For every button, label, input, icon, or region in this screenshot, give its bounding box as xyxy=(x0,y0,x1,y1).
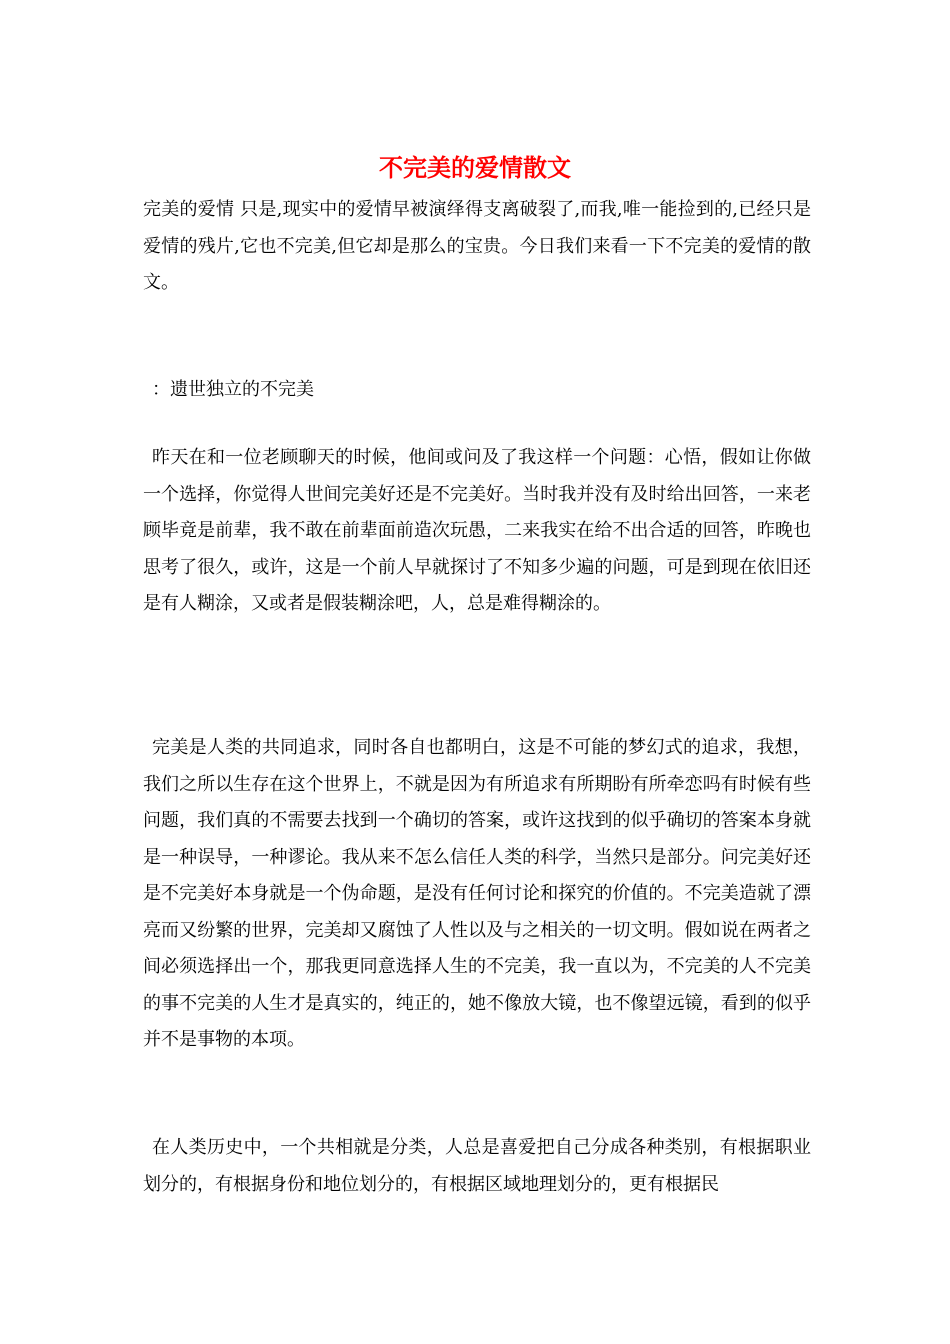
body-paragraph: 完美是人类的共同追求，同时各自也都明白，这是不可能的梦幻式的追求，我想，我们之所以生存在这个世界上，不就是因为有所追求有所期盼有所牵恋吗有时候有些问题，我们真的不需要去找到一个确切的答案，或许这找到的似乎确切的答案本身就是一种误导，一种谬论。我从来不怎么信任人类的科学，当然只是部分。问完美好还是不完美好本身就是一个伪命题，是没有任何讨论和探究的价值的。不完美造就了漂亮而又纷繁的世界，完美却又腐蚀了人性以及与之相关的一切文明。假如说在两者之间必须选择出一个，那我更同意选择人生的不完美，我一直以为，不完美的人不完美的事不完美的人生才是真实的，纯正的，她不像放大镜，也不像望远镜，看到的似乎并不是事物的本项。 xyxy=(143,737,811,1050)
section-heading: ：遗世独立的不完美 xyxy=(152,379,314,400)
body-paragraph: 在人类历史中，一个共相就是分类，人总是喜爱把自己分成各种类别，有根据职业划分的，有根据身份和地位划分的，有根据区域地理划分的，更有根据民 xyxy=(143,1137,811,1195)
intro-paragraph: 完美的爱情 只是,现实中的爱情早被演绎得支离破裂了,而我,唯一能捡到的,已经只是爱情的残片,它也不完美,但它却是那么的宝贵。今日我们来看一下不完美的爱情的散文。 xyxy=(143,199,811,293)
document-title: 不完美的爱情散文 xyxy=(379,153,571,182)
body-paragraph: 昨天在和一位老顾聊天的时候，他间或问及了我这样一个问题：心悟，假如让你做一个选择，你觉得人世间完美好还是不完美好。当时我并没有及时给出回答，一来老顾毕竟是前辈，我不敢在前辈面前造次玩愚，二来我实在给不出合适的回答，昨晚也思考了很久，或许，这是一个前人早就探讨了不知多少遍的问题，可是到现在依旧还是有人糊涂，又或者是假装糊涂吧，人，总是难得糊涂的。 xyxy=(143,447,811,614)
